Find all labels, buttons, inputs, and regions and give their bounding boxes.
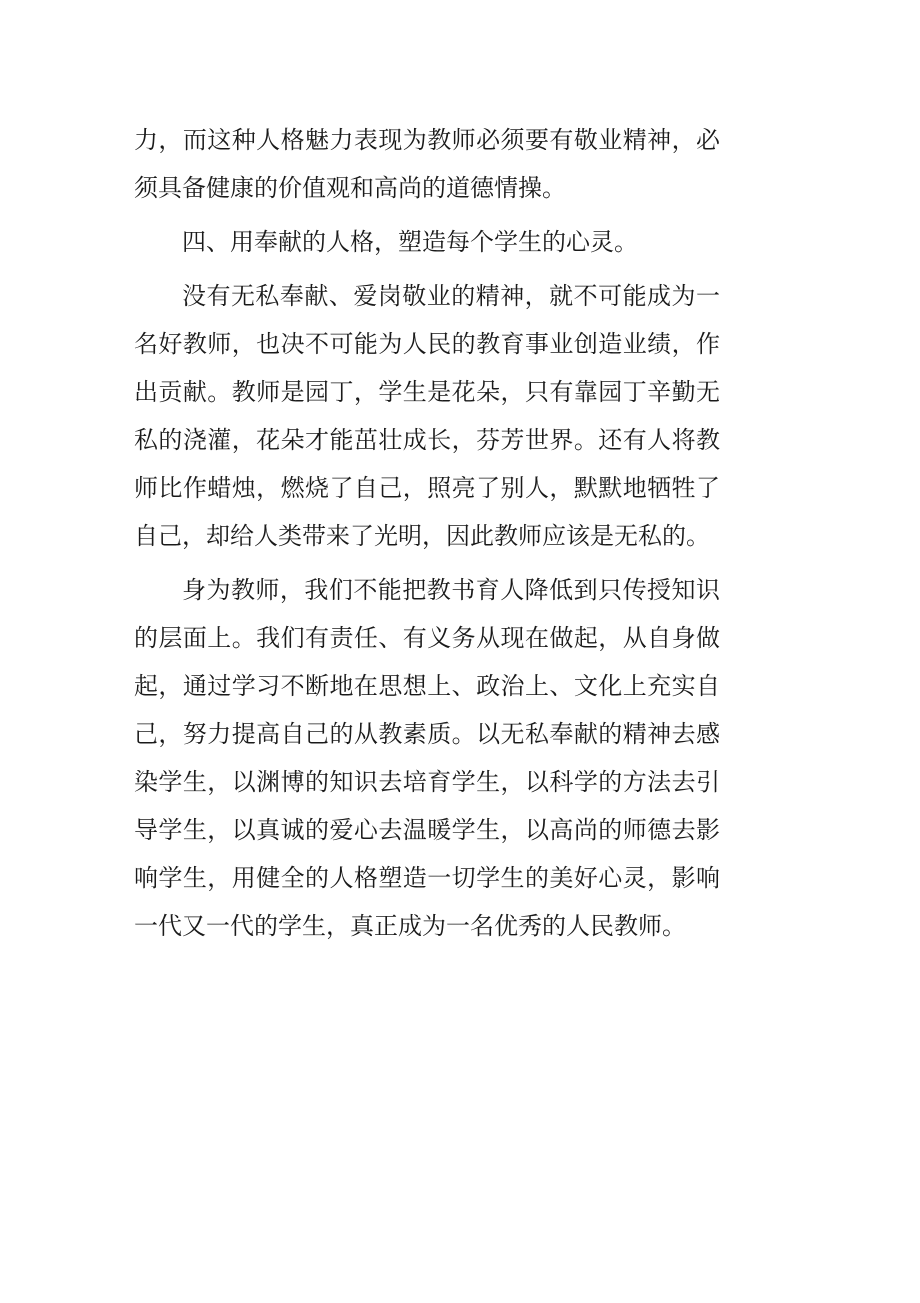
document-body xyxy=(134,116,720,956)
paragraph: 身为教师，我们不能把教书育人降低到只传授知识的层面上。我们有责任、有义务从现在做起，从自身做起，通过学习不断地在思想上、政治上、文化上充实自己，努力提高自己的从教素质。以无私奉献的精神去感染学生，以渊博的知识去培育学生，以科学的方法去引导学生，以真诚的爱心去温暖学生，以高尚的师德去影响学生，用健全的人格塑造一切学生的美好心灵，影响一代又一代的学生，真正成为一名优秀的人民教师。 xyxy=(134,576,720,940)
paragraph-continuation: 力，而这种人格魅力表现为教师必须要有敬业精神，必须具备健康的价值观和高尚的道德情操。 xyxy=(134,126,720,202)
paragraph: 没有无私奉献、爱岗敬业的精神，就不可能成为一名好教师，也决不可能为人民的教育事业创造业绩，作出贡献。教师是园丁，学生是花朵，只有靠园丁辛勤无私的浇灌，花朵才能茁壮成长，芬芳世界。还有人将教师比作蜡烛，燃烧了自己，照亮了别人，默默地牺牲了自己，却给人类带来了光明，因此教师应该是无私的。 xyxy=(134,282,720,550)
section-heading: 四、用奉献的人格，塑造每个学生的心灵。 xyxy=(182,228,638,256)
